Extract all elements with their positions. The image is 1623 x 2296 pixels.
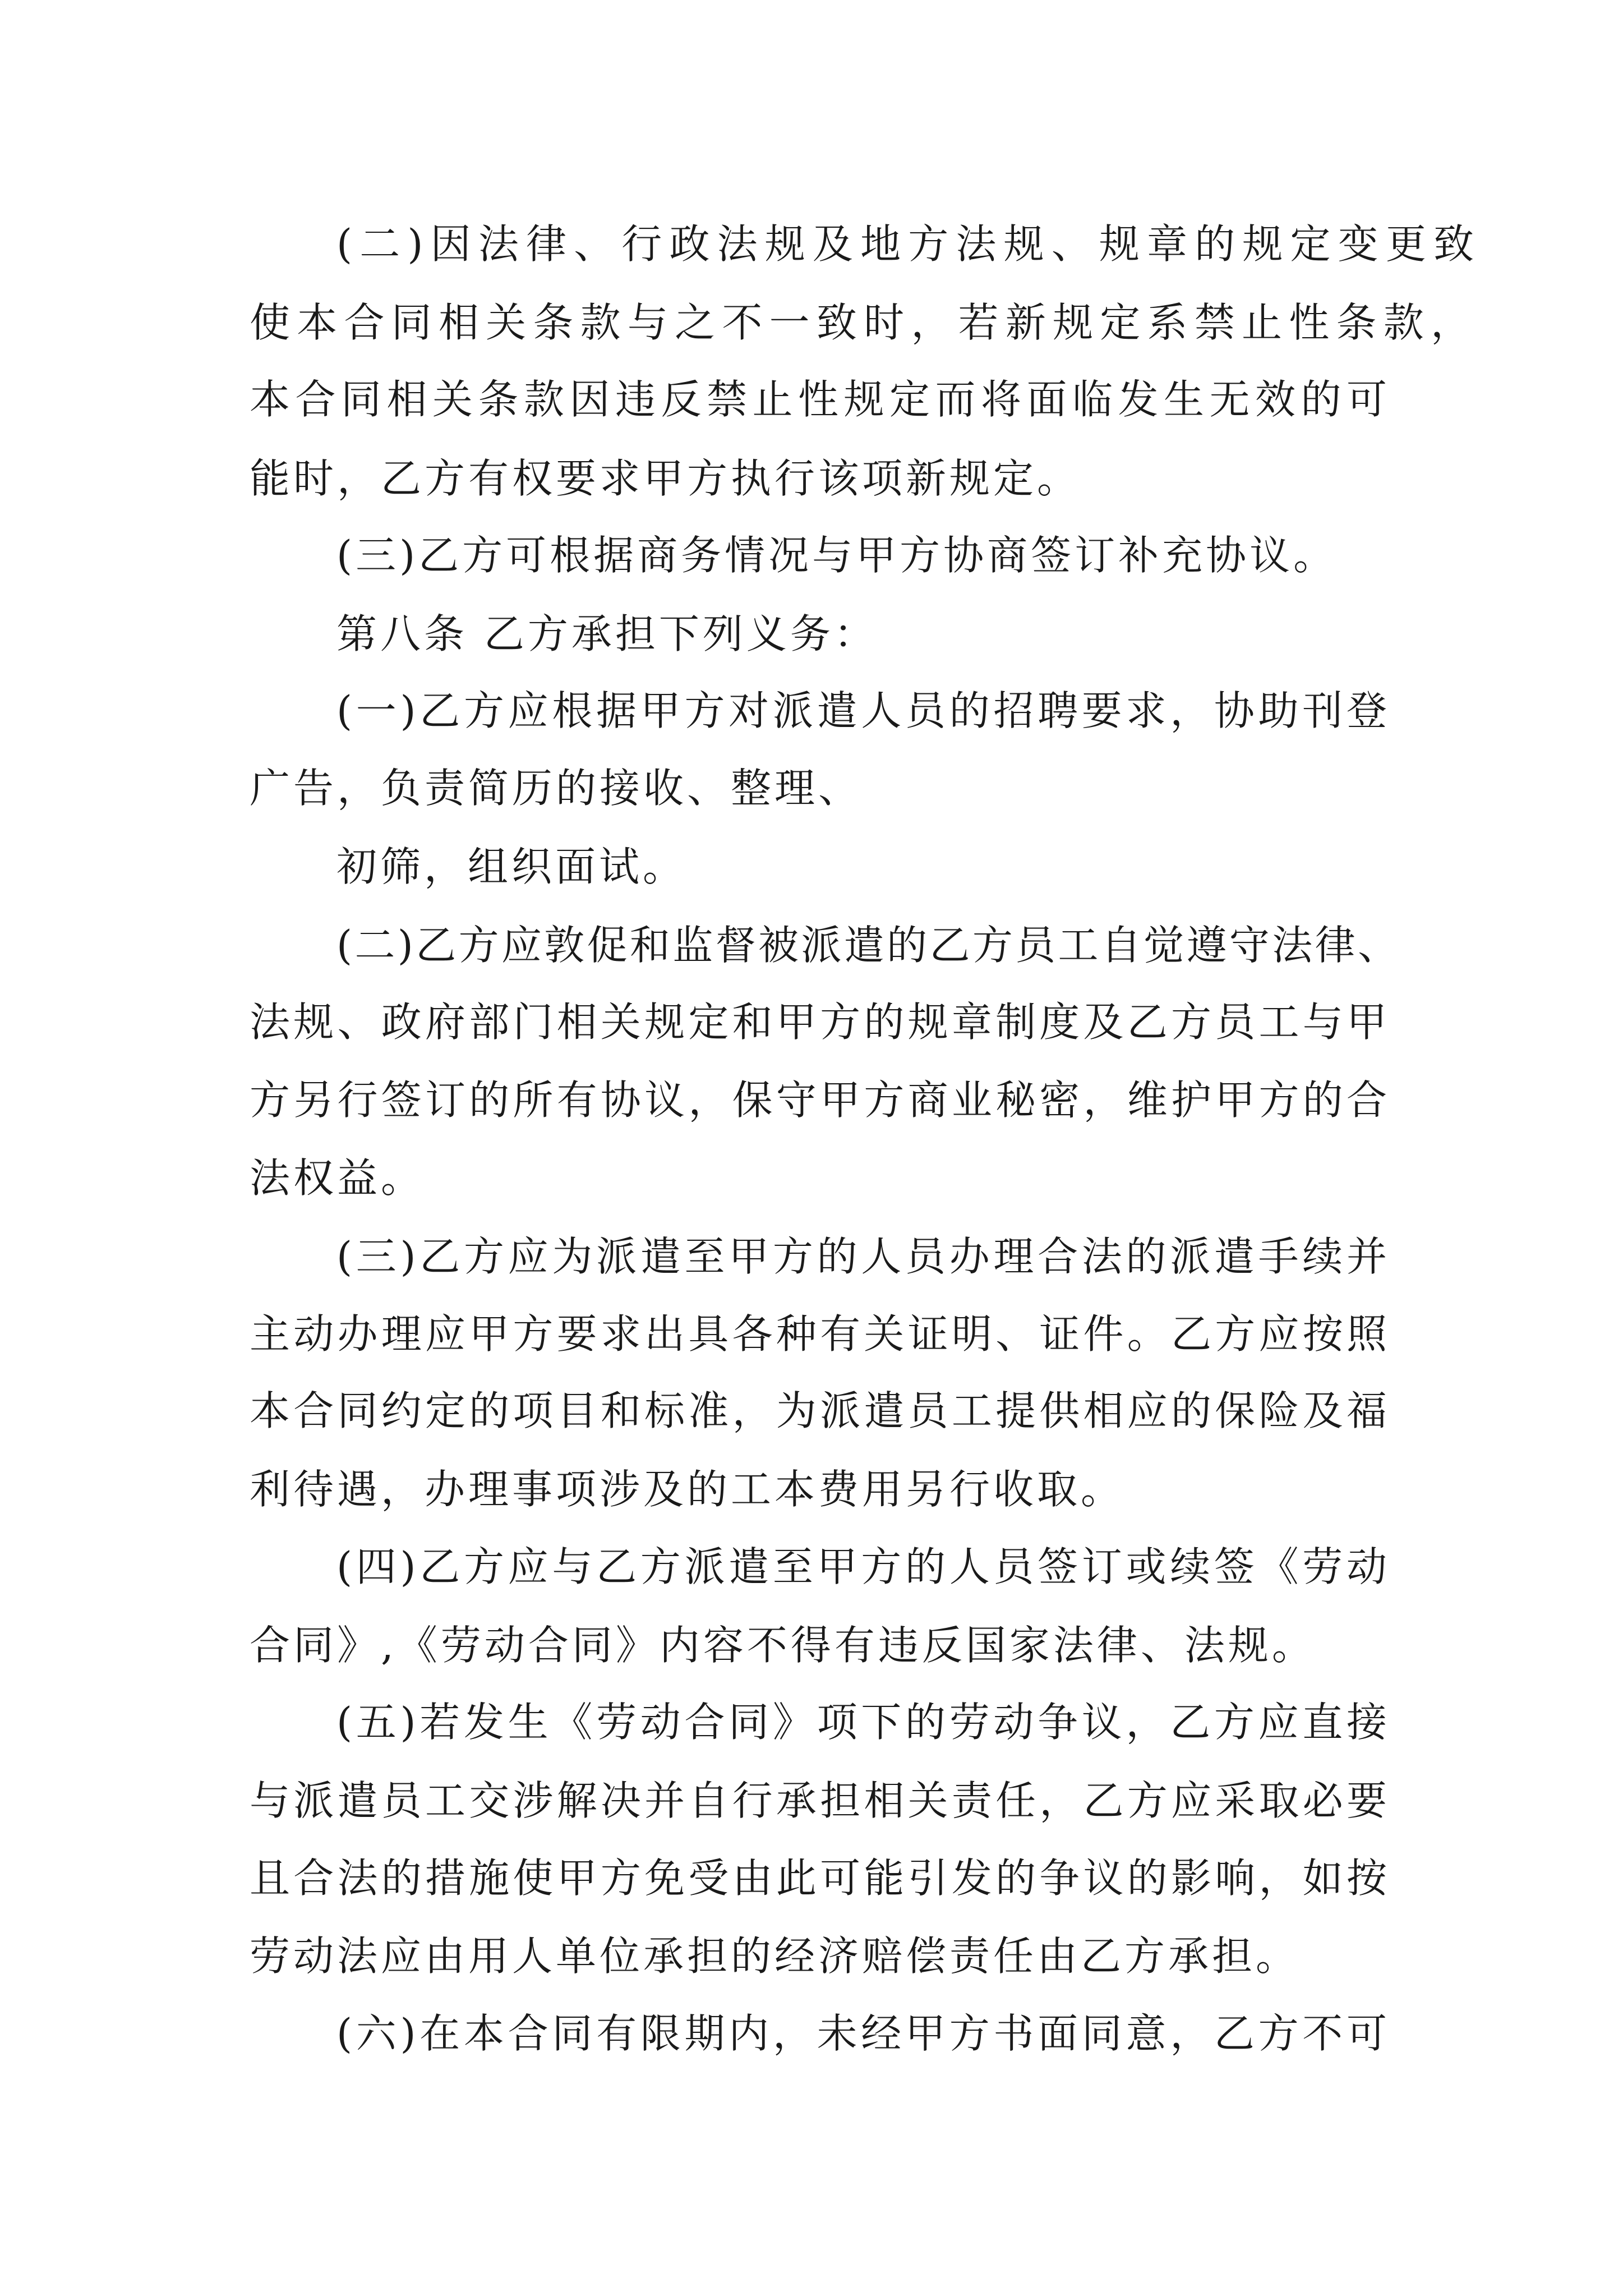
text-line: 法权益。 <box>250 1154 425 1202</box>
text-line: 且合法的措施使甲方免受由此可能引发的争议的影响，如按 <box>250 1855 1388 1902</box>
text-line: 主动办理应甲方要求出具各种有关证明、证件。乙方应按照 <box>250 1310 1388 1358</box>
text-line: 能时，乙方有权要求甲方执行该项新规定。 <box>250 455 1081 502</box>
text-line: 与派遣员工交涉解决并自行承担相关责任，乙方应采取必要 <box>250 1777 1388 1824</box>
text-line: (三)乙方应为派遣至甲方的人员办理合法的派遣手续并 <box>336 1233 1388 1280</box>
text-line: (二)乙方应敦促和监督被派遣的乙方员工自觉遵守法律、 <box>336 922 1399 969</box>
text-line: 广告，负责简历的接收、整理、 <box>250 765 863 812</box>
text-line: 本合同相关条款因违反禁止性规定而将面临发生无效的可 <box>250 376 1388 423</box>
text-line: 法规、政府部门相关规定和甲方的规章制度及乙方员工与甲 <box>250 999 1388 1046</box>
text-line: 劳动法应由用人单位承担的经济赔偿责任由乙方承担。 <box>250 1932 1300 1980</box>
text-line: (一)乙方应根据甲方对派遣人员的招聘要求，协助刊登 <box>336 687 1388 734</box>
section-heading: 第八条 乙方承担下列义务： <box>336 610 878 657</box>
text-line: (四)乙方应与乙方派遣至甲方的人员签订或续签《劳动 <box>336 1543 1388 1590</box>
text-line: 使本合同相关条款与之不一致时，若新规定系禁止性条款， <box>250 299 1472 346</box>
text-line: (五)若发生《劳动合同》项下的劳动争议，乙方应直接 <box>336 1699 1388 1746</box>
text-line: 初筛，组织面试。 <box>336 843 687 890</box>
text-line: (三)乙方可根据商务情况与甲方协商签订补充协议。 <box>336 532 1338 579</box>
text-line: 合同》,《劳动合同》内容不得有违反国家法律、法规。 <box>250 1622 1316 1669</box>
text-line: (二)因法律、行政法规及地方法规、规章的规定变更致 <box>336 220 1475 268</box>
text-line: (六)在本合同有限期内，未经甲方书面同意，乙方不可 <box>336 2010 1388 2057</box>
text-line: 利待遇，办理事项涉及的工本费用另行收取。 <box>250 1466 1125 1513</box>
text-line: 方另行签订的所有协议，保守甲方商业秘密，维护甲方的合 <box>250 1076 1388 1124</box>
text-line: 本合同约定的项目和标准，为派遣员工提供相应的保险及福 <box>250 1387 1388 1434</box>
